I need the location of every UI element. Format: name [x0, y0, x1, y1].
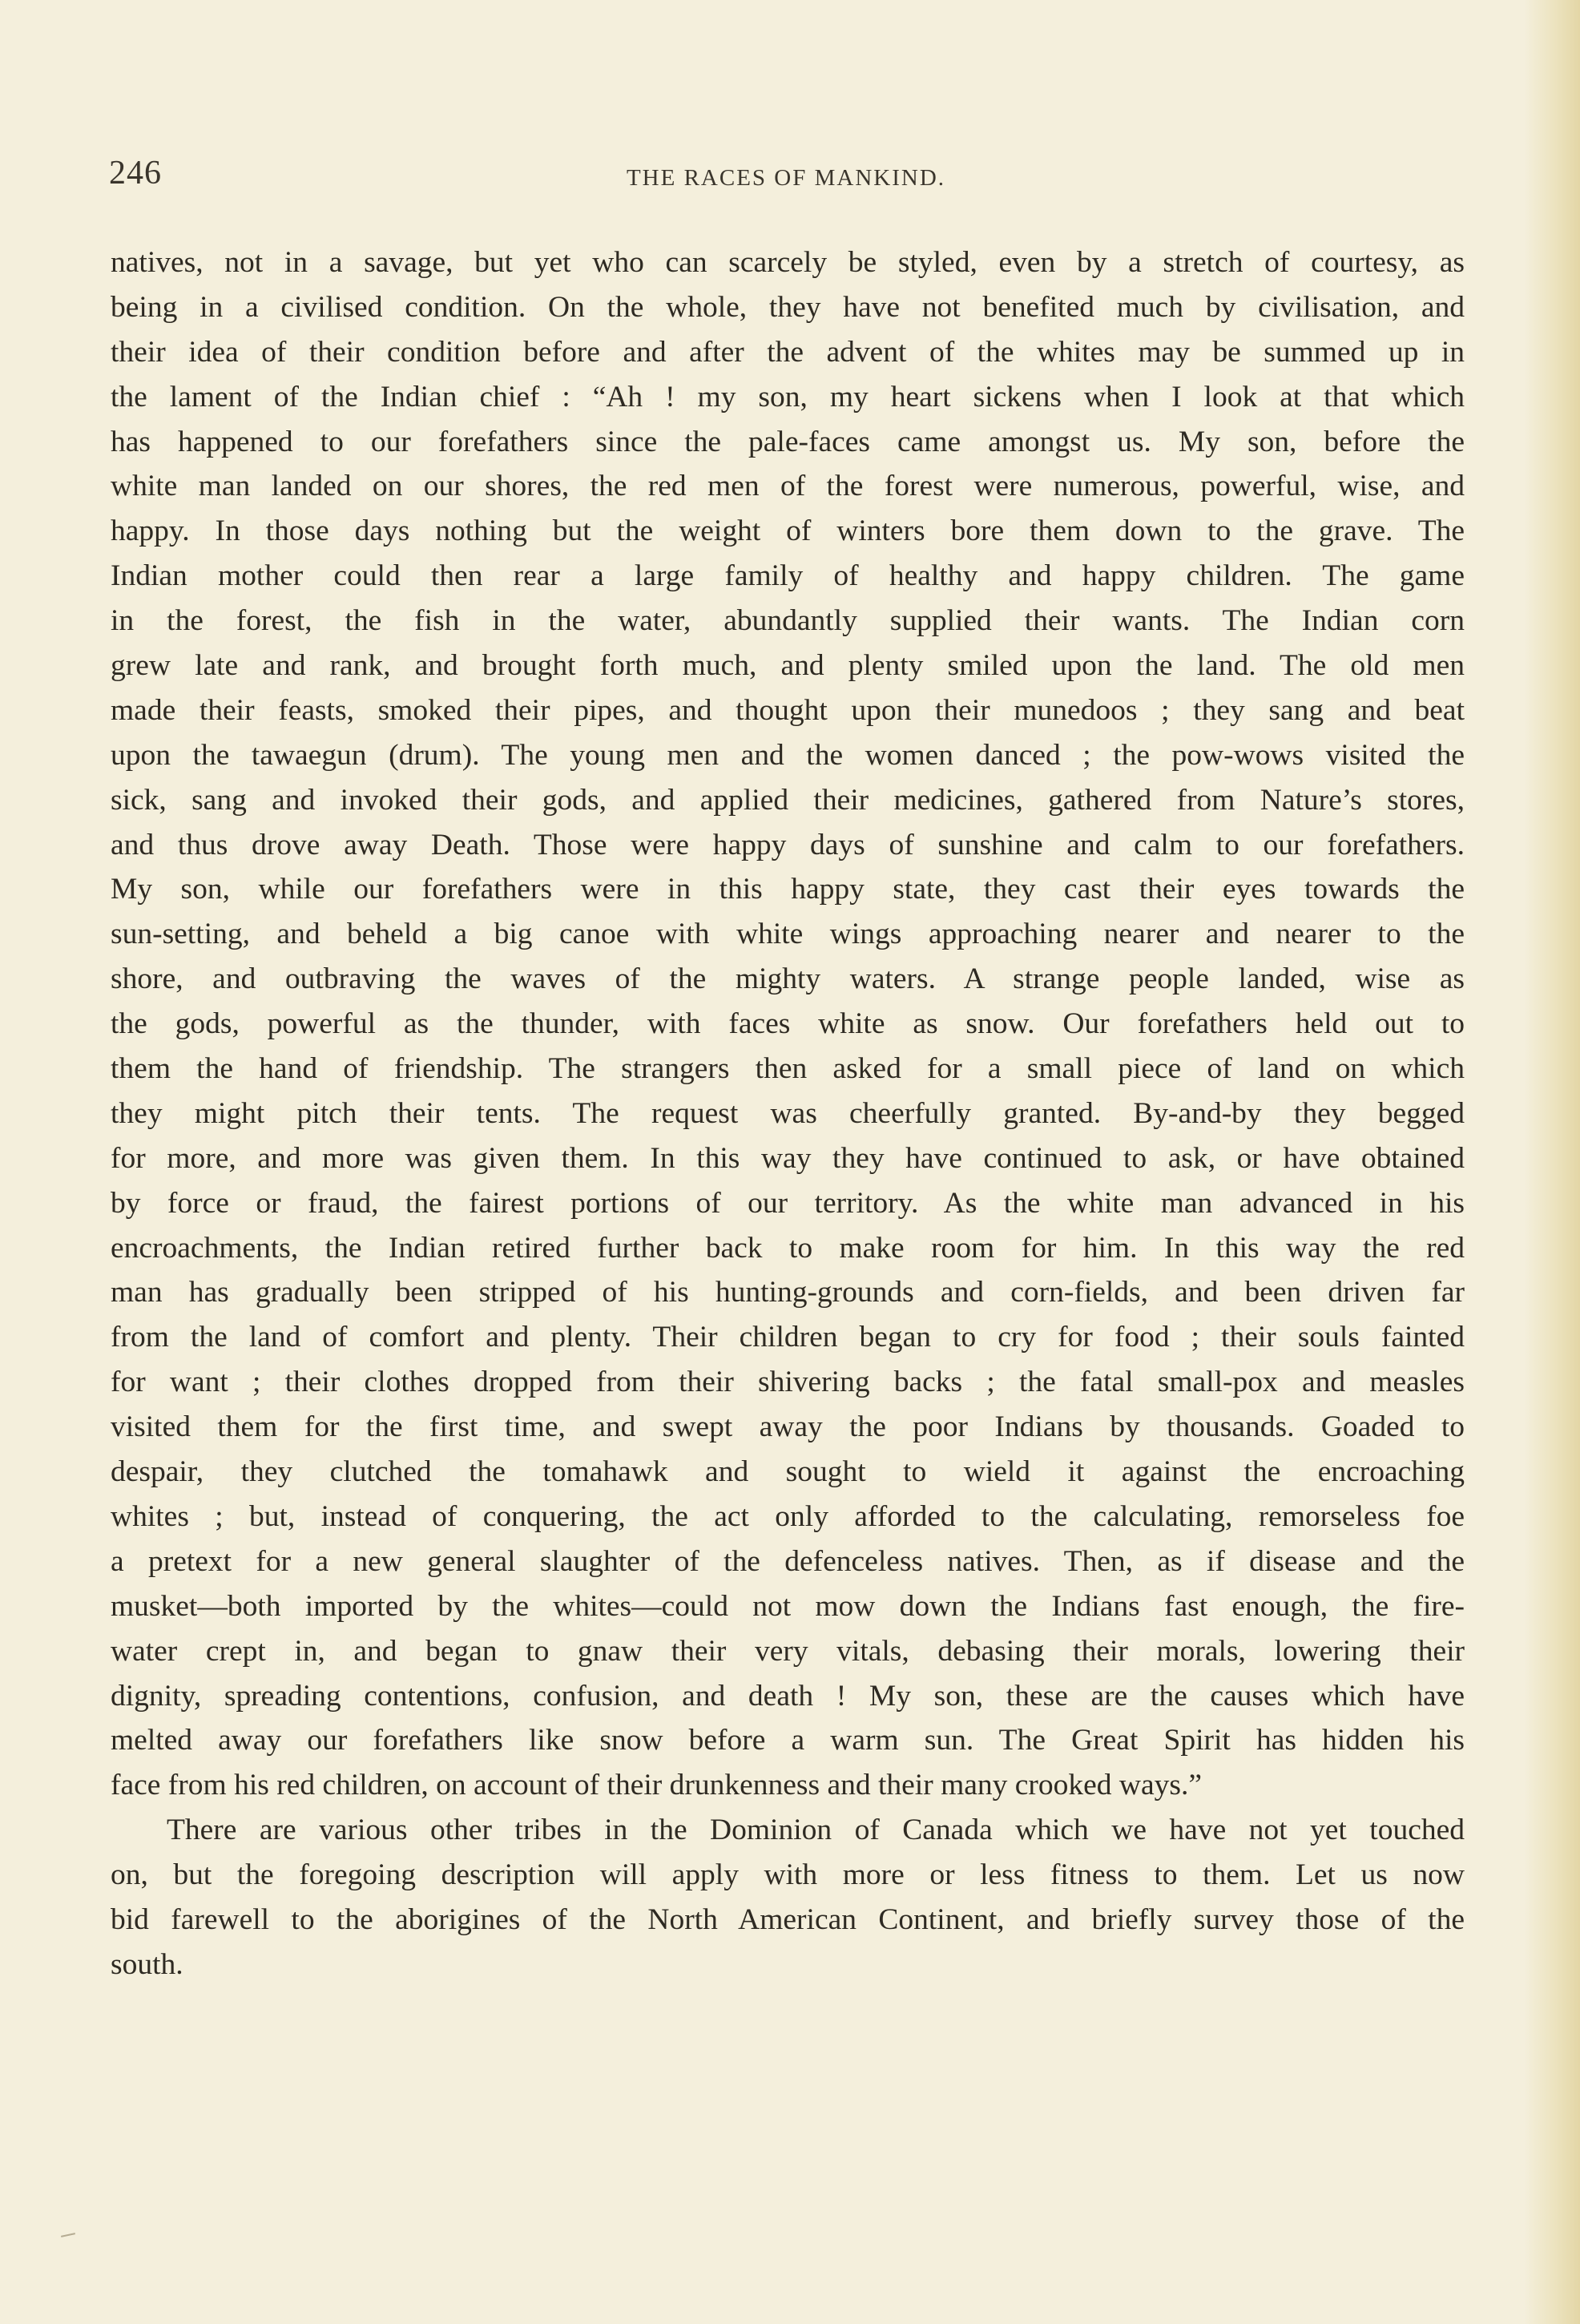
paper-speck	[61, 2233, 75, 2237]
text-line: Indian mother could then rear a large family of healthy and happy children. The game	[111, 559, 1465, 593]
text-line: being in a civilised condition. On the whole, they have not benefited much by civilisation, and	[111, 290, 1465, 324]
text-line: they might pitch their tents. The request was cheerfully granted. By-and-by they begged	[111, 1096, 1465, 1130]
text-line: them the hand of friendship. The strangers then asked for a small piece of land on which	[111, 1052, 1465, 1086]
text-line: has happened to our forefathers since the pale-faces came amongst us. My son, before the	[111, 425, 1465, 458]
text-line: by force or fraud, the fairest portions of our territory. As the white man advanced in his	[111, 1186, 1465, 1220]
text-line: visited them for the first time, and swept away the poor Indians by thousands. Goaded to	[111, 1410, 1465, 1444]
text-line: and thus drove away Death. Those were happy days of sunshine and calm to our forefathers.	[111, 828, 1465, 861]
text-line: bid farewell to the aborigines of the North American Continent, and briefly survey those of the	[111, 1902, 1465, 1936]
text-line: in the forest, the fish in the water, abundantly supplied their wants. The Indian corn	[111, 604, 1465, 638]
text-line: water crept in, and began to gnaw their very vitals, debasing their morals, lowering their	[111, 1634, 1465, 1668]
text-line: sun-setting, and beheld a big canoe with white wings approaching nearer and nearer to the	[111, 918, 1465, 951]
running-title: THE RACES OF MANKIND.	[626, 165, 946, 191]
text-line: face from his red children, on account of their drunkenness and their many crooked ways.”	[111, 1769, 1203, 1802]
text-line: south.	[111, 1947, 183, 1981]
text-line: There are various other tribes in the Dominion of Canada which we have not yet touched	[167, 1814, 1465, 1847]
text-line: My son, while our forefathers were in this happy state, they cast their eyes towards the	[111, 873, 1465, 906]
page-header	[109, 154, 1463, 202]
text-line: the gods, powerful as the thunder, with faces white as snow. Our forefathers held out to	[111, 1007, 1465, 1041]
text-line: man has gradually been stripped of his hunting-grounds and corn-fields, and been driven far	[111, 1276, 1465, 1309]
text-line: white man landed on our shores, the red men of the forest were numerous, powerful, wise, and	[111, 470, 1465, 503]
text-line: from the land of comfort and plenty. Their children began to cry for food ; their souls fainted	[111, 1321, 1465, 1354]
text-line: encroachments, the Indian retired further back to make room for him. In this way the red	[111, 1231, 1465, 1265]
text-line: upon the tawaegun (drum). The young men and the women danced ; the pow-wows visited the	[111, 738, 1465, 772]
text-line: dignity, spreading contentions, confusion, and death ! My son, these are the causes which have	[111, 1679, 1465, 1713]
body-text	[111, 240, 1465, 1987]
text-line: natives, not in a savage, but yet who can scarcely be styled, even by a stretch of courtesy, as	[111, 246, 1465, 279]
page-number: 246	[109, 155, 162, 192]
text-line: grew late and rank, and brought forth much, and plenty smiled upon the land. The old men	[111, 649, 1465, 683]
text-line: shore, and outbraving the waves of the mighty waters. A strange people landed, wise as	[111, 962, 1465, 996]
text-line: for want ; their clothes dropped from their shivering backs ; the fatal small-pox and measles	[111, 1366, 1465, 1399]
text-line: musket—both imported by the whites—could not mow down the Indians fast enough, the fire-	[111, 1589, 1465, 1623]
text-line: a pretext for a new general slaughter of the defenceless natives. Then, as if disease and the	[111, 1544, 1465, 1578]
text-line: the lament of the Indian chief : “Ah ! my son, my heart sickens when I look at that which	[111, 380, 1465, 414]
text-line: sick, sang and invoked their gods, and applied their medicines, gathered from Nature’s stores,	[111, 783, 1465, 817]
page-edge-shading	[1524, 0, 1580, 2324]
text-line: happy. In those days nothing but the weight of winters bore them down to the grave. The	[111, 514, 1465, 548]
text-line: made their feasts, smoked their pipes, and thought upon their munedoos ; they sang and beat	[111, 693, 1465, 727]
text-line: for more, and more was given them. In this way they have continued to ask, or have obtained	[111, 1141, 1465, 1175]
text-line: whites ; but, instead of conquering, the act only afforded to the calculating, remorseless foe	[111, 1499, 1465, 1533]
text-line: their idea of their condition before and after the advent of the whites may be summed up in	[111, 335, 1465, 369]
text-line: on, but the foregoing description will apply with more or less fitness to them. Let us now	[111, 1858, 1465, 1892]
text-line: despair, they clutched the tomahawk and sought to wield it against the encroaching	[111, 1455, 1465, 1489]
text-line: melted away our forefathers like snow before a warm sun. The Great Spirit has hidden his	[111, 1724, 1465, 1757]
